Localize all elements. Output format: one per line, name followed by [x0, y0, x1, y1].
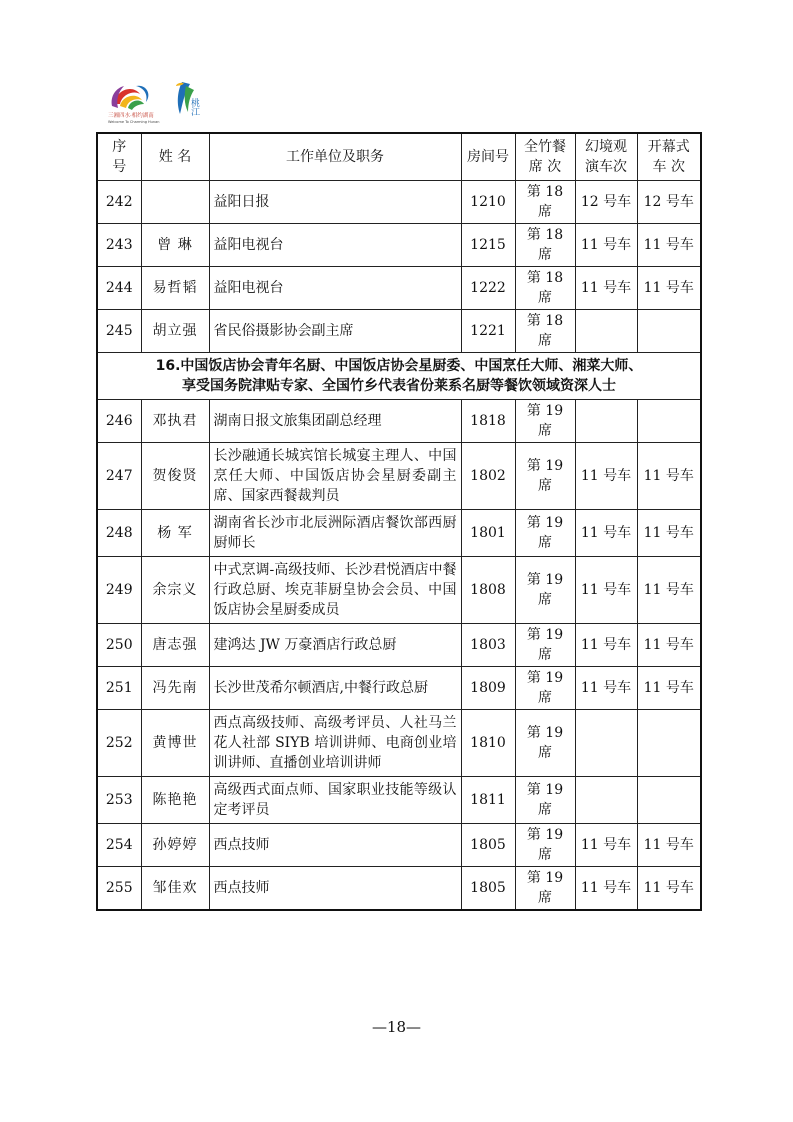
- table-row: [97, 667, 701, 710]
- cell-show: 11 号车: [575, 224, 637, 267]
- col-header-room: 房间号: [461, 133, 515, 181]
- cell-seq: 253: [97, 777, 141, 824]
- cell-unit: 湖南省长沙市北辰洲际酒店餐饮部西厨厨师长: [209, 510, 461, 557]
- cell-unit: 长沙融通长城宾馆长城宴主理人、中国烹任大师、中国饭店协会星厨委副主席、国家西餐裁判员: [209, 443, 461, 510]
- table-row: [97, 710, 701, 777]
- cell-name: 邓执君: [141, 400, 209, 443]
- cell-show: 11 号车: [575, 267, 637, 310]
- cell-name: 孙婷婷: [141, 824, 209, 867]
- cell-name: 余宗义: [141, 557, 209, 624]
- cell-name: 曾 琳: [141, 224, 209, 267]
- cell-banquet: 第 19 席: [515, 667, 575, 710]
- cell-opening: 11 号车: [637, 867, 701, 911]
- cell-opening: [637, 777, 701, 824]
- cell-seq: 245: [97, 310, 141, 353]
- cell-banquet: 第 19 席: [515, 557, 575, 624]
- cell-unit: 中式烹调-高级技师、长沙君悦酒店中餐行政总厨、埃克菲厨皇协会会员、中国饭店协会星厨委成员: [209, 557, 461, 624]
- hunan-taojiang-logo: [106, 76, 216, 124]
- section-title: 16.中国饭店协会青年名厨、中国饭店协会星厨委、中国烹任大师、湘菜大师、 享受国务院津贴专家、全国竹乡代表省份莱系名厨等餐饮领域资深人士: [97, 353, 701, 400]
- cell-room: 1222: [461, 267, 515, 310]
- table-row: [97, 400, 701, 443]
- cell-banquet: 第 18 席: [515, 310, 575, 353]
- cell-banquet: 第 19 席: [515, 510, 575, 557]
- cell-unit: 建鸿达 JW 万豪酒店行政总厨: [209, 624, 461, 667]
- cell-banquet: 第 18 席: [515, 267, 575, 310]
- table-row: [97, 867, 701, 911]
- cell-banquet: 第 18 席: [515, 224, 575, 267]
- cell-opening: [637, 710, 701, 777]
- cell-opening: 11 号车: [637, 824, 701, 867]
- cell-show: 11 号车: [575, 443, 637, 510]
- cell-name: 杨 军: [141, 510, 209, 557]
- cell-room: 1805: [461, 824, 515, 867]
- col-header-banquet: 全竹餐 席 次: [515, 133, 575, 181]
- cell-seq: 249: [97, 557, 141, 624]
- cell-room: 1802: [461, 443, 515, 510]
- col-header-name: 姓 名: [141, 133, 209, 181]
- col-header-show: 幻境观 演车次: [575, 133, 637, 181]
- cell-show: 11 号车: [575, 557, 637, 624]
- cell-seq: 252: [97, 710, 141, 777]
- table-row: [97, 510, 701, 557]
- cell-show: 11 号车: [575, 824, 637, 867]
- cell-room: 1809: [461, 667, 515, 710]
- cell-banquet: 第 18 席: [515, 181, 575, 224]
- col-header-seq: 序 号: [97, 133, 141, 181]
- cell-banquet: 第 19 席: [515, 443, 575, 510]
- table-row: [97, 224, 701, 267]
- cell-opening: 11 号车: [637, 443, 701, 510]
- cell-name: 冯先南: [141, 667, 209, 710]
- cell-opening: [637, 400, 701, 443]
- cell-seq: 247: [97, 443, 141, 510]
- cell-unit: 益阳日报: [209, 181, 461, 224]
- col-header-unit: 工作单位及职务: [209, 133, 461, 181]
- cell-name: [141, 181, 209, 224]
- table-row: [97, 777, 701, 824]
- cell-seq: 243: [97, 224, 141, 267]
- cell-name: 黄博世: [141, 710, 209, 777]
- cell-opening: 11 号车: [637, 667, 701, 710]
- table-row: [97, 310, 701, 353]
- cell-unit: 益阳电视台: [209, 224, 461, 267]
- cell-name: 胡立强: [141, 310, 209, 353]
- logo-left-subtext: Welcome To Charming Hunan: [108, 120, 160, 124]
- cell-name: 唐志强: [141, 624, 209, 667]
- section-heading-row: [97, 353, 701, 400]
- cell-room: 1801: [461, 510, 515, 557]
- cell-banquet: 第 19 席: [515, 777, 575, 824]
- cell-banquet: 第 19 席: [515, 867, 575, 911]
- cell-seq: 248: [97, 510, 141, 557]
- cell-opening: 12 号车: [637, 181, 701, 224]
- cell-opening: 11 号车: [637, 510, 701, 557]
- cell-room: 1818: [461, 400, 515, 443]
- cell-unit: 西点技师: [209, 867, 461, 911]
- table-row: [97, 267, 701, 310]
- cell-seq: 242: [97, 181, 141, 224]
- cell-room: 1210: [461, 181, 515, 224]
- table-row: [97, 443, 701, 510]
- cell-show: [575, 710, 637, 777]
- cell-opening: 11 号车: [637, 624, 701, 667]
- cell-show: [575, 400, 637, 443]
- cell-unit: 高级西式面点师、国家职业技能等级认定考评员: [209, 777, 461, 824]
- cell-opening: 11 号车: [637, 267, 701, 310]
- table-row: [97, 557, 701, 624]
- table-row: [97, 624, 701, 667]
- cell-show: [575, 777, 637, 824]
- cell-seq: 244: [97, 267, 141, 310]
- cell-banquet: 第 19 席: [515, 624, 575, 667]
- cell-seq: 246: [97, 400, 141, 443]
- col-header-opening: 开幕式 车 次: [637, 133, 701, 181]
- cell-room: 1805: [461, 867, 515, 911]
- cell-name: 邹佳欢: [141, 867, 209, 911]
- cell-unit: 益阳电视台: [209, 267, 461, 310]
- cell-show: 12 号车: [575, 181, 637, 224]
- cell-unit: 省民俗摄影协会副主席: [209, 310, 461, 353]
- cell-seq: 255: [97, 867, 141, 911]
- table-row: [97, 824, 701, 867]
- cell-show: [575, 310, 637, 353]
- cell-seq: 250: [97, 624, 141, 667]
- cell-show: 11 号车: [575, 667, 637, 710]
- cell-room: 1803: [461, 624, 515, 667]
- cell-banquet: 第 19 席: [515, 400, 575, 443]
- logo-left-text: 三湘四水·相约湖南: [108, 113, 154, 119]
- cell-room: 1811: [461, 777, 515, 824]
- table-row: [97, 181, 701, 224]
- cell-seq: 251: [97, 667, 141, 710]
- cell-name: 贺俊贤: [141, 443, 209, 510]
- table-header-row: [97, 133, 701, 181]
- cell-opening: [637, 310, 701, 353]
- cell-opening: 11 号车: [637, 557, 701, 624]
- cell-opening: 11 号车: [637, 224, 701, 267]
- cell-seq: 254: [97, 824, 141, 867]
- cell-room: 1215: [461, 224, 515, 267]
- cell-room: 1810: [461, 710, 515, 777]
- cell-show: 11 号车: [575, 510, 637, 557]
- cell-unit: 湖南日报文旅集团副总经理: [209, 400, 461, 443]
- cell-banquet: 第 19 席: [515, 824, 575, 867]
- guest-roster-table: [96, 132, 702, 911]
- cell-unit: 西点高级技师、高级考评员、人社马兰花人社部 SIYB 培训讲师、电商创业培训讲师、直播创业培训讲师: [209, 710, 461, 777]
- cell-unit: 长沙世茂希尔顿酒店,中餐行政总厨: [209, 667, 461, 710]
- page-number: —18—: [371, 1018, 422, 1036]
- cell-show: 11 号车: [575, 624, 637, 667]
- cell-room: 1221: [461, 310, 515, 353]
- header-logos: [106, 76, 216, 124]
- logo-right-text: 桃江: [189, 98, 199, 116]
- cell-banquet: 第 19 席: [515, 710, 575, 777]
- cell-name: 陈艳艳: [141, 777, 209, 824]
- cell-name: 易哲韬: [141, 267, 209, 310]
- cell-room: 1808: [461, 557, 515, 624]
- cell-show: 11 号车: [575, 867, 637, 911]
- cell-unit: 西点技师: [209, 824, 461, 867]
